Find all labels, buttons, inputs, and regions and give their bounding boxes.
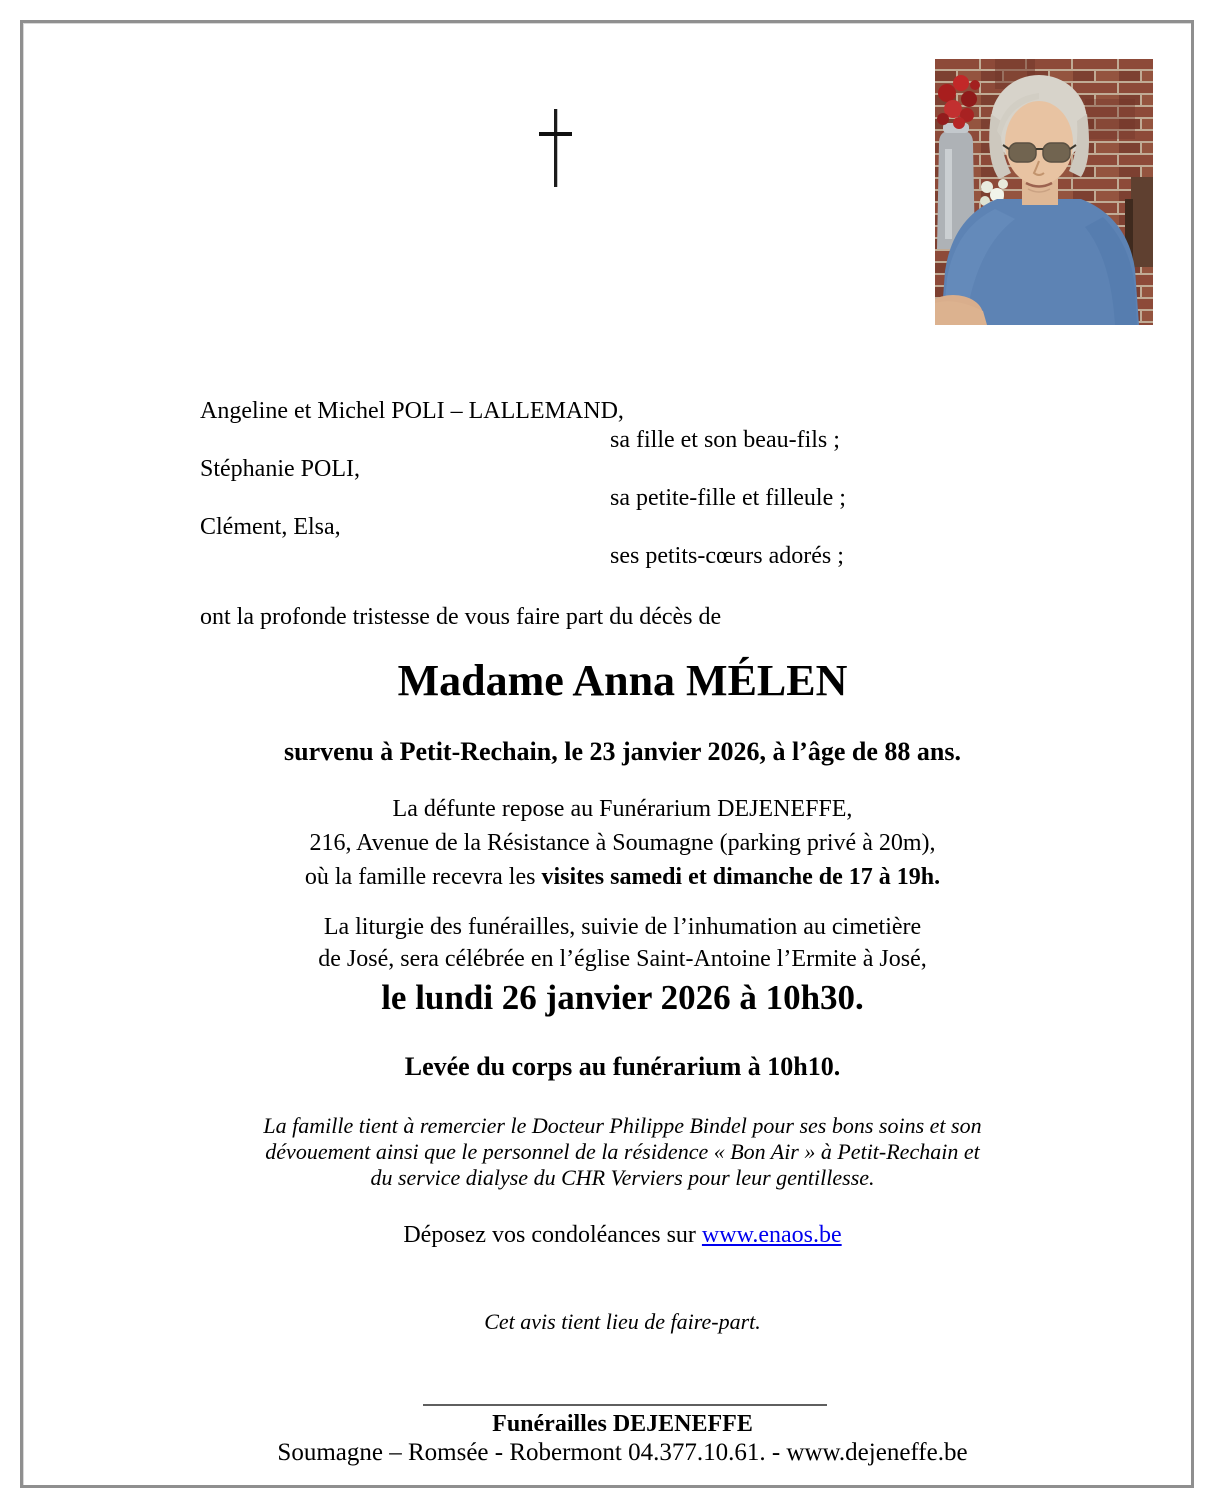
family-member-relation: sa fille et son beau-fils ; xyxy=(610,427,840,453)
thanks-line: du service dialyse du CHR Verviers pour leur gentillesse. xyxy=(370,1165,875,1190)
chair-back xyxy=(1131,177,1153,267)
funeral-home-name: Funérailles DEJENEFFE xyxy=(492,1411,753,1437)
thanks-line: dévouement ainsi que le personnel de la résidence « Bon Air » à Petit-Rechain et xyxy=(265,1139,980,1164)
death-details: survenu à Petit-Rechain, le 23 janvier 2026, à l’âge de 88 ans. xyxy=(284,737,961,766)
enaos-link[interactable]: www.enaos.be xyxy=(701,1222,842,1248)
condolences-prefix: Déposez vos condoléances sur xyxy=(403,1222,702,1248)
condolences-line xyxy=(200,1222,1045,1249)
visits-prefix: où la famille recevra les xyxy=(304,864,542,890)
family-section xyxy=(200,397,1045,571)
cross-vertical-bar xyxy=(554,109,557,187)
deceased-name: Madame Anna MÉLEN xyxy=(397,656,848,705)
visits-hours: visites samedi et dimanche de 17 à 19h. xyxy=(541,864,941,890)
family-member-relation: ses petits-cœurs adorés ; xyxy=(610,543,844,569)
family-member-names: Stéphanie POLI, xyxy=(200,456,360,482)
portrait-photo xyxy=(935,59,1153,325)
cross-icon xyxy=(539,109,572,187)
family-member-names: Clément, Elsa, xyxy=(200,514,341,540)
family-member-names: Angeline et Michel POLI – LALLEMAND, xyxy=(200,398,624,424)
repose-line: La défunte repose au Funérarium DEJENEFFE, xyxy=(392,796,853,822)
thanks-line: La famille tient à remercier le Docteur Philippe Bindel pour ses bons soins et son xyxy=(263,1113,982,1138)
levee-du-corps: Levée du corps au funérarium à 10h10. xyxy=(404,1052,841,1081)
repose-section xyxy=(200,792,1045,894)
death-announcement-line: ont la profonde tristesse de vous faire part du décès de xyxy=(200,604,722,630)
faire-part-notice: Cet avis tient lieu de faire-part. xyxy=(484,1309,761,1334)
cross-horizontal-bar xyxy=(539,132,572,136)
ceremony-section xyxy=(200,911,1045,975)
ceremony-datetime: le lundi 26 janvier 2026 à 10h30. xyxy=(381,978,864,1017)
visits-line xyxy=(200,860,1045,894)
family-member-relation: sa petite-fille et filleule ; xyxy=(610,485,846,511)
footer-divider xyxy=(423,1404,827,1406)
repose-address: 216, Avenue de la Résistance à Soumagne (parking privé à 20m), xyxy=(309,830,936,856)
ceremony-line: de José, sera célébrée en l’église Saint-Antoine l’Ermite à José, xyxy=(318,946,927,972)
ceremony-line: La liturgie des funérailles, suivie de l’inhumation au cimetière xyxy=(323,914,922,940)
funeral-home-address: Soumagne – Romsée - Robermont 04.377.10.61. - www.dejeneffe.be xyxy=(277,1439,968,1466)
thanks-paragraph xyxy=(200,1113,1045,1191)
